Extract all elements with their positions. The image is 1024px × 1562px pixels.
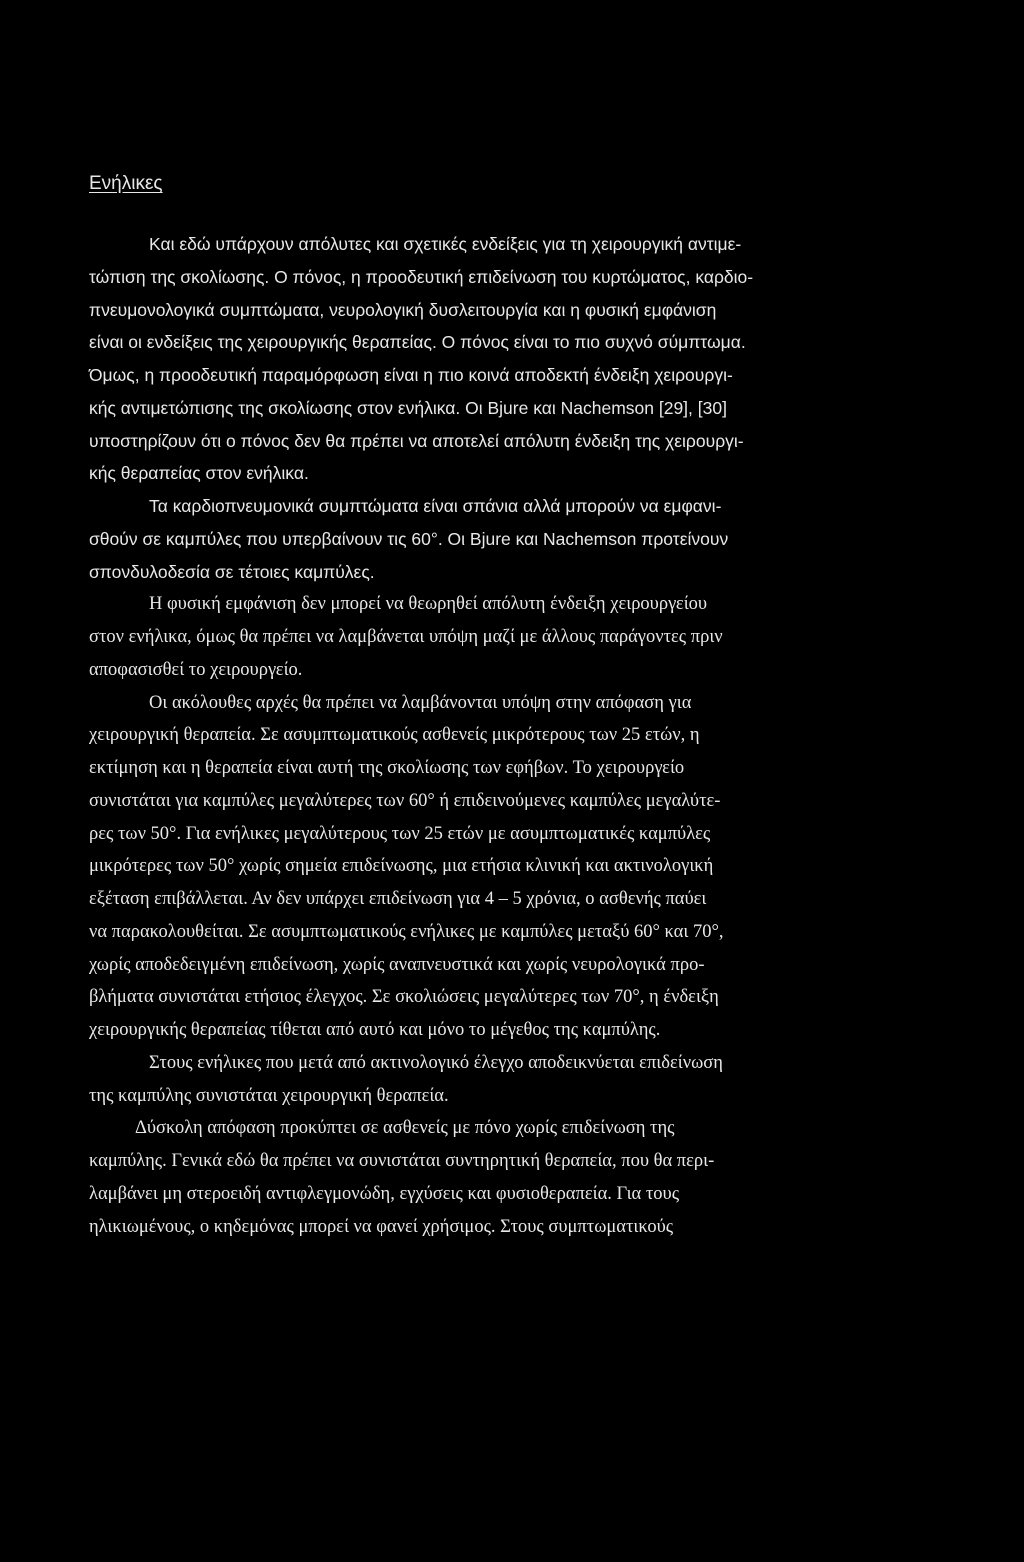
- text-line: Στους ενήλικες που μετά από ακτινολογικό έλεγχο αποδεικνύεται επιδείνωση: [149, 1052, 723, 1073]
- text-line: λαμβάνει μη στεροειδή αντιφλεγμονώδη, εγχύσεις και φυσιοθεραπεία. Για τους: [89, 1183, 680, 1204]
- text-line: να παρακολουθείται. Σε ασυμπτωματικούς ενήλικες με καμπύλες μεταξύ 60° και 70°,: [89, 921, 724, 942]
- text-line: Όμως, η προοδευτική παραμόρφωση είναι η πιο κοινά αποδεκτή ένδειξη χειρουργι-: [89, 365, 733, 385]
- body-text: [89, 228, 819, 1243]
- text-line: κής αντιμετώπισης της σκολίωσης στον ενήλικα. Οι Bjure και Nachemson [29], [30]: [89, 397, 727, 418]
- text-line: ρες των 50°. Για ενήλικες μεγαλύτερους των 25 ετών με ασυμπτωματικές καμπύλες: [89, 823, 711, 844]
- text-line: Δύσκολη απόφαση προκύπτει σε ασθενείς με πόνο χωρίς επιδείνωση της: [135, 1118, 675, 1139]
- text-line: Τα καρδιοπνευμονικά συμπτώματα είναι σπάνια αλλά μπορούν να εμφανι-: [149, 496, 722, 516]
- text-line: κής θεραπείας στον ενήλικα.: [89, 463, 309, 484]
- text-line: αποφασισθεί το χειρουργείο.: [89, 659, 303, 680]
- text-line: Η φυσική εμφάνιση δεν μπορεί να θεωρηθεί απόλυτη ένδειξη χειρουργείου: [149, 594, 708, 615]
- text-line: εξέταση επιβάλλεται. Αν δεν υπάρχει επιδείνωση για 4 – 5 χρόνια, ο ασθενής παύει: [89, 889, 707, 909]
- text-line: Και εδώ υπάρχουν απόλυτες και σχετικές ενδείξεις για τη χειρουργική αντιμε-: [149, 234, 742, 254]
- text-line: εκτίμηση και η θεραπεία είναι αυτή της σκολίωσης των εφήβων. Το χειρουργείο: [89, 758, 685, 778]
- text-line: σθούν σε καμπύλες που υπερβαίνουν τις 60°. Οι Bjure και Nachemson προτείνουν: [89, 528, 729, 549]
- text-line: συνιστάται για καμπύλες μεγαλύτερες των 60° ή επιδεινούμενες καμπύλες μεγαλύτε-: [89, 790, 721, 811]
- text-line: στον ενήλικα, όμως θα πρέπει να λαμβάνεται υπόψη μαζί με άλλους παράγοντες πριν: [89, 627, 723, 647]
- text-line: πνευμονολογικά συμπτώματα, νευρολογική δυσλειτουργία και η φυσική εμφάνιση: [89, 299, 717, 320]
- text-line: της καμπύλης συνιστάται χειρουργική θεραπεία.: [89, 1085, 449, 1106]
- text-line: χειρουργικής θεραπείας τίθεται από αυτό και μόνο το μέγεθος της καμπύλης.: [89, 1020, 661, 1040]
- text-line: είναι οι ενδείξεις της χειρουργικής θεραπείας. Ο πόνος είναι το πιο συχνό σύμπτωμα.: [89, 332, 746, 353]
- text-line: Οι ακόλουθες αρχές θα πρέπει να λαμβάνονται υπόψη στην απόφαση για: [149, 692, 692, 713]
- text-line: καμπύλης. Γενικά εδώ θα πρέπει να συνιστάται συντηρητική θεραπεία, που θα περι-: [89, 1151, 715, 1171]
- text-line: χειρουργική θεραπεία. Σε ασυμπτωματικούς ασθενείς μικρότερους των 25 ετών, η: [89, 725, 700, 746]
- text-line: μικρότερες των 50° χωρίς σημεία επιδείνωσης, μια ετήσια κλινική και ακτινολογική: [89, 856, 714, 877]
- section-heading: Ενήλικες: [89, 173, 163, 194]
- text-line: βλήματα συνιστάται ετήσιος έλεγχος. Σε σκολιώσεις μεγαλύτερες των 70°, η ένδειξη: [89, 987, 719, 1008]
- text-line: χωρίς αποδεδειγμένη επιδείνωση, χωρίς αναπνευστικά και χωρίς νευρολογικά προ-: [89, 954, 705, 975]
- text-line: υποστηρίζουν ότι ο πόνος δεν θα πρέπει να αποτελεί απόλυτη ένδειξη της χειρουργι-: [89, 430, 744, 451]
- text-line: σπονδυλοδεσία σε τέτοιες καμπύλες.: [89, 561, 375, 582]
- text-line: τώπιση της σκολίωσης. Ο πόνος, η προοδευτική επιδείνωση του κυρτώματος, καρδιο-: [89, 266, 754, 287]
- text-line: ηλικιωμένους, ο κηδεμόνας μπορεί να φανεί χρήσιμος. Στους συμπτωματικούς: [89, 1216, 674, 1237]
